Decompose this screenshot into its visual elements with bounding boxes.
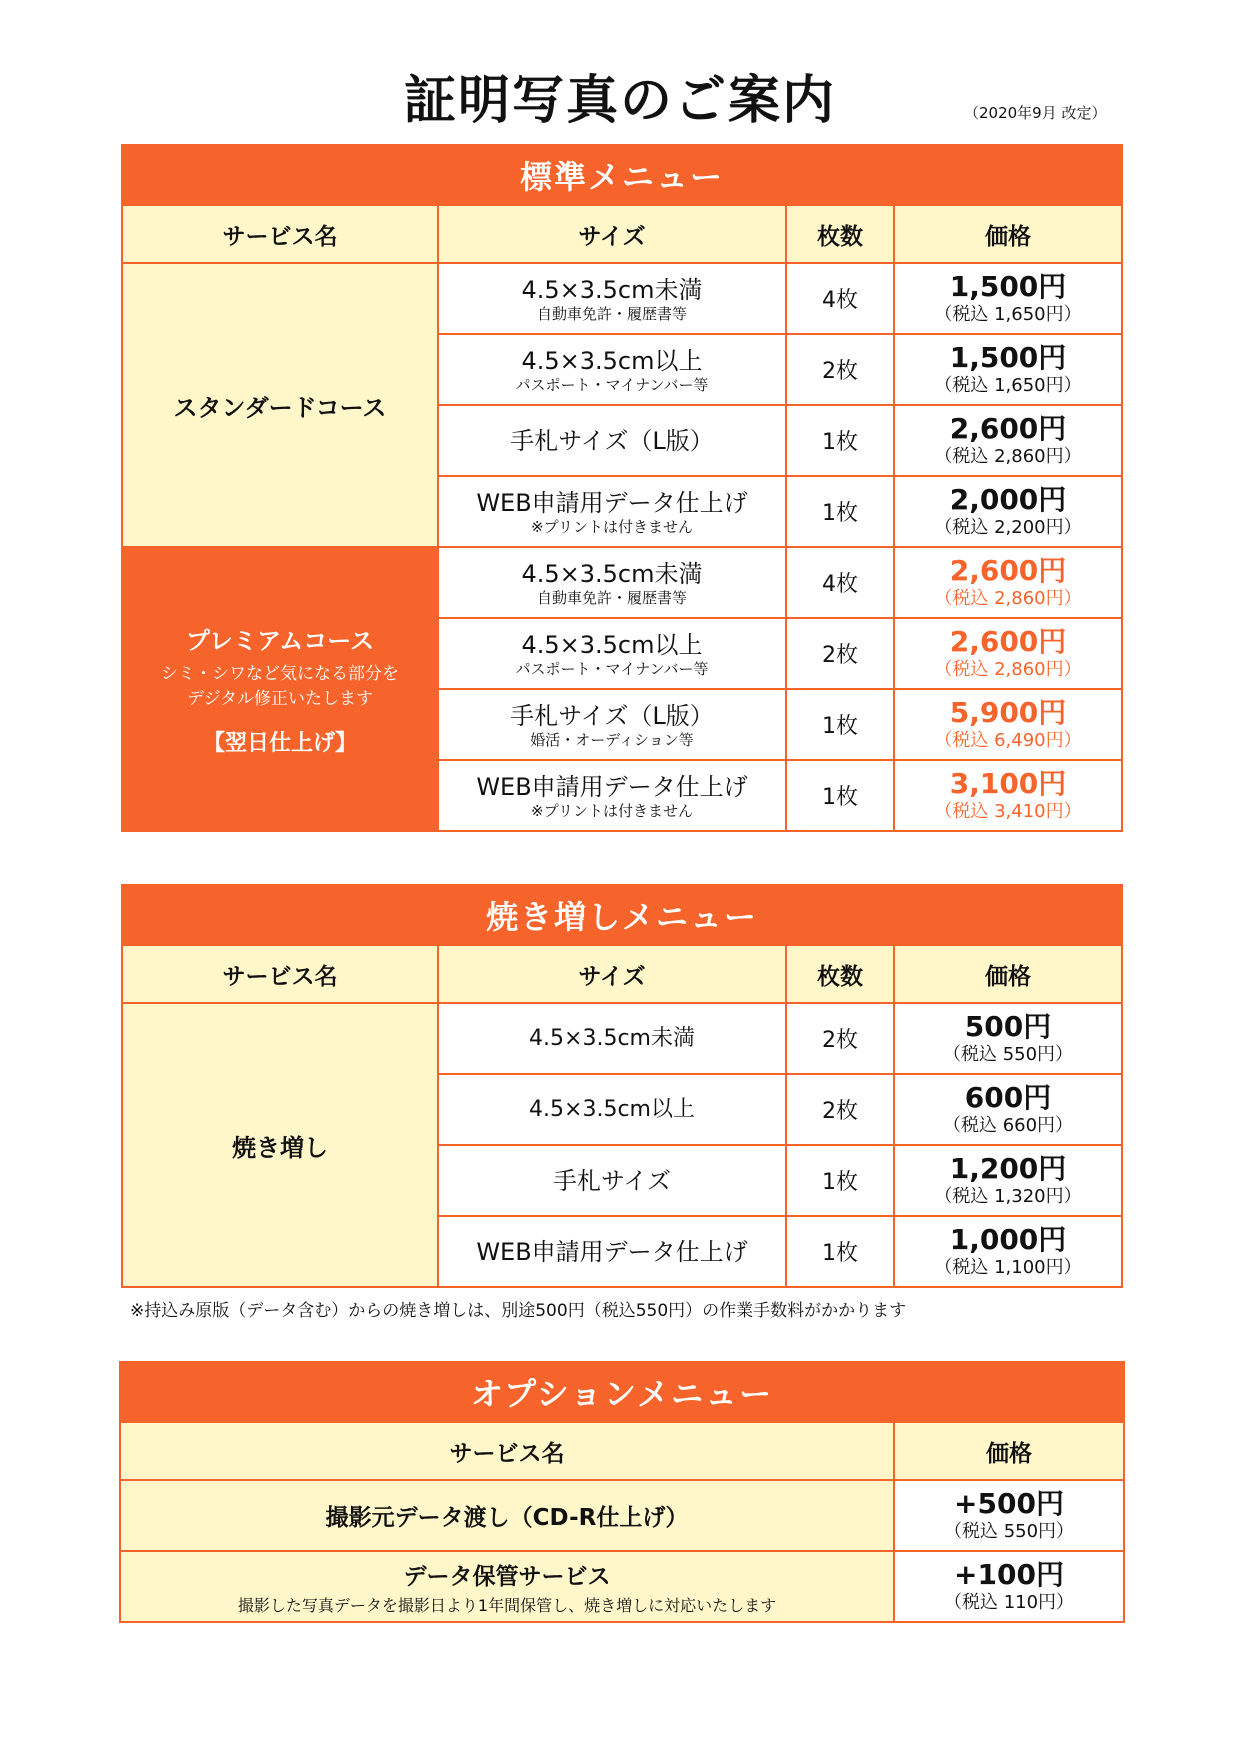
col-size: サイズ: [438, 205, 786, 263]
price-cell: [894, 334, 1122, 405]
price: 2,600円: [949, 411, 1067, 445]
size-label: 手札サイズ: [552, 1166, 672, 1195]
count-cell: 1枚: [786, 689, 894, 760]
size-label: 4.5×3.5cm以上: [521, 630, 703, 659]
size-label: 4.5×3.5cm以上: [521, 346, 703, 375]
reprint-menu-table: [121, 884, 1123, 1288]
price: 5,900円: [949, 695, 1067, 729]
count-cell: 2枚: [786, 1074, 894, 1145]
size-cell: [438, 476, 786, 547]
price-cell: [894, 618, 1122, 689]
option-name: データ保管サービス: [403, 1563, 611, 1590]
col-price: 価格: [894, 1422, 1124, 1480]
options-menu-heading: オプションメニュー: [120, 1362, 1124, 1422]
revision-date: （2020年9月 改定）: [964, 104, 1107, 122]
premium-course-desc: シミ・シワなど気になる部分を: [161, 664, 399, 684]
col-count: 枚数: [786, 945, 894, 1003]
size-label: WEB申請用データ仕上げ: [476, 1237, 748, 1266]
size-note: ※プリントは付きません: [531, 517, 693, 536]
price: 1,500円: [949, 340, 1067, 374]
size-note: パスポート・マイナンバー等: [515, 659, 709, 678]
size-note: 婚活・オーディション等: [530, 730, 694, 749]
price: +500円: [954, 1486, 1064, 1520]
count-cell: 1枚: [786, 476, 894, 547]
size-cell: [438, 1074, 786, 1145]
size-label: 手札サイズ（L版）: [510, 701, 714, 730]
price-tax: （税込 1,650円）: [934, 303, 1082, 325]
price: 2,000円: [949, 482, 1067, 516]
size-label: WEB申請用データ仕上げ: [476, 772, 748, 801]
size-cell: [438, 1145, 786, 1216]
col-service-name: サービス名: [120, 1422, 894, 1480]
option-name-cell: [120, 1480, 894, 1551]
col-count: 枚数: [786, 205, 894, 263]
col-price: 価格: [894, 945, 1122, 1003]
price-tax: （税込 1,650円）: [934, 374, 1082, 396]
premium-course-note: 【翌日仕上げ】: [202, 731, 357, 756]
price: 3,100円: [949, 766, 1067, 800]
col-service-name: サービス名: [122, 205, 438, 263]
price-cell: [894, 1480, 1124, 1551]
table-row: [120, 1480, 1124, 1551]
reprint-footnote: ※持込み原版（データ含む）からの焼き増しは、別途500円（税込550円）の作業手数料がかかります: [130, 1301, 907, 1321]
price-cell: [894, 760, 1122, 831]
price-cell: [894, 1145, 1122, 1216]
price-tax: （税込 2,860円）: [934, 445, 1082, 467]
reprint-menu-heading: 焼き増しメニュー: [122, 885, 1122, 945]
count-cell: 2枚: [786, 334, 894, 405]
table-row: [122, 1003, 1122, 1074]
premium-course-label: プレミアムコース: [185, 627, 375, 655]
size-cell: [438, 618, 786, 689]
size-label: 4.5×3.5cm以上: [529, 1096, 695, 1122]
col-size: サイズ: [438, 945, 786, 1003]
price-tax: （税込 2,860円）: [934, 587, 1082, 609]
size-label: 4.5×3.5cm未満: [521, 559, 703, 588]
standard-menu-table: [121, 144, 1123, 832]
size-note: パスポート・マイナンバー等: [515, 375, 709, 394]
price-cell: [894, 1551, 1124, 1622]
price-cell: [894, 476, 1122, 547]
count-cell: 2枚: [786, 618, 894, 689]
price-tax: （税込 3,410円）: [934, 800, 1082, 822]
price-tax: （税込 1,100円）: [934, 1256, 1082, 1278]
price-tax: （税込 6,490円）: [934, 729, 1082, 751]
price-cell: [894, 689, 1122, 760]
count-cell: 2枚: [786, 1003, 894, 1074]
size-cell: [438, 405, 786, 476]
size-note: 自動車免許・履歴書等: [536, 588, 687, 607]
size-cell: [438, 1216, 786, 1287]
option-name-cell: [120, 1551, 894, 1622]
count-cell: 4枚: [786, 263, 894, 334]
standard-menu-heading: 標準メニュー: [122, 145, 1122, 205]
price-tax: （税込 550円）: [942, 1043, 1074, 1065]
price-tax: （税込 110円）: [943, 1591, 1075, 1613]
count-cell: 4枚: [786, 547, 894, 618]
table-row: [122, 263, 1122, 334]
price-cell: [894, 1003, 1122, 1074]
table-row: [122, 547, 1122, 618]
price: 2,600円: [949, 553, 1067, 587]
size-label: 手札サイズ（L版）: [510, 426, 714, 455]
size-cell: [438, 263, 786, 334]
size-cell: [438, 760, 786, 831]
standard-course-label: スタンダードコース: [122, 263, 438, 547]
size-cell: [438, 334, 786, 405]
options-menu-table: [119, 1361, 1125, 1623]
size-label: 4.5×3.5cm未満: [529, 1025, 695, 1051]
option-desc: 撮影した写真データを撮影日より1年間保管し、焼き増しに対応いたします: [237, 1595, 777, 1615]
price: 1,000円: [949, 1222, 1067, 1256]
price: 1,200円: [949, 1151, 1067, 1185]
price: +100円: [954, 1557, 1064, 1591]
size-label: 4.5×3.5cm未満: [521, 275, 703, 304]
size-note: ※プリントは付きません: [531, 801, 693, 820]
price-tax: （税込 2,200円）: [934, 516, 1082, 538]
table-row: [120, 1551, 1124, 1622]
col-price: 価格: [894, 205, 1122, 263]
premium-course-cell: [122, 547, 438, 831]
reprint-service-label: 焼き増し: [122, 1003, 438, 1287]
price-cell: [894, 1074, 1122, 1145]
count-cell: 1枚: [786, 405, 894, 476]
count-cell: 1枚: [786, 760, 894, 831]
col-service-name: サービス名: [122, 945, 438, 1003]
price-tax: （税込 1,320円）: [934, 1185, 1082, 1207]
price-cell: [894, 263, 1122, 334]
price: 1,500円: [949, 269, 1067, 303]
price-tax: （税込 2,860円）: [934, 658, 1082, 680]
price-cell: [894, 1216, 1122, 1287]
price-cell: [894, 547, 1122, 618]
size-cell: [438, 547, 786, 618]
price: 2,600円: [949, 624, 1067, 658]
count-cell: 1枚: [786, 1145, 894, 1216]
page-title: 証明写真のご案内: [403, 71, 836, 131]
size-note: 自動車免許・履歴書等: [536, 304, 687, 323]
price-tax: （税込 660円）: [942, 1114, 1074, 1136]
count-cell: 1枚: [786, 1216, 894, 1287]
size-cell: [438, 689, 786, 760]
price-tax: （税込 550円）: [943, 1520, 1075, 1542]
price-cell: [894, 405, 1122, 476]
premium-course-desc: デジタル修正いたします: [187, 689, 373, 709]
price: 500円: [964, 1009, 1052, 1043]
option-name: 撮影元データ渡し（CD-R仕上げ）: [325, 1505, 689, 1531]
size-label: WEB申請用データ仕上げ: [476, 488, 748, 517]
price: 600円: [964, 1080, 1052, 1114]
size-cell: [438, 1003, 786, 1074]
